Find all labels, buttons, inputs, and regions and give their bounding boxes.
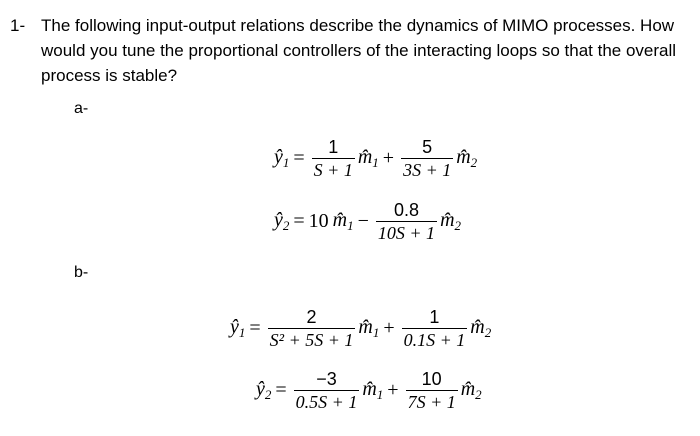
input-m2: $m̂_2$ xyxy=(470,316,492,341)
equation-a1 xyxy=(274,136,477,181)
fraction-1: $\frac{1}{S + 1}$ xyxy=(313,137,353,181)
input-m1: $m̂_1$ xyxy=(357,146,379,171)
operator: + xyxy=(383,317,395,340)
lhs-var: $ŷ_2$ xyxy=(274,209,290,234)
part-b-label: b- xyxy=(74,264,89,281)
operator: − xyxy=(357,210,369,233)
input-m2: $m̂_2$ xyxy=(440,209,462,234)
equals-sign: = xyxy=(293,210,305,233)
fraction-1: $\frac{-3}{0.5S + 1}$ xyxy=(295,369,358,413)
fraction-2: $\frac{5}{3S + 1}$ xyxy=(403,137,452,181)
equals-sign: = xyxy=(275,379,287,402)
operator: + xyxy=(382,147,395,170)
input-m2: $m̂_2$ xyxy=(456,146,478,171)
fraction-2: $\frac{0.8}{10S + 1}$ xyxy=(377,200,436,244)
coefficient: 10 xyxy=(308,210,329,233)
equals-sign: = xyxy=(293,147,305,170)
input-m1: $m̂_1$ xyxy=(362,378,384,403)
fraction-2: $\frac{1}{0.1S + 1}$ xyxy=(403,307,466,351)
input-m1: $m̂_1$ xyxy=(358,316,380,341)
input-m2: $m̂_2$ xyxy=(460,378,482,403)
equation-a2 xyxy=(274,199,461,244)
equation-b2 xyxy=(256,368,482,413)
input-m1: $m̂_1$ xyxy=(332,209,354,234)
fraction-1: $\frac{2}{\text{S² + 5S + 1}}$ xyxy=(269,307,354,351)
lhs-var: $ŷ_1$ xyxy=(230,316,246,341)
question-text: The following input-output relations describe the dynamics of MIMO processes. How would you tune the proportional controllers of the interacting loops so that the overall process is stable? xyxy=(41,16,677,85)
part-a-label: a- xyxy=(74,100,89,117)
equation-b1 xyxy=(230,306,491,351)
lhs-var: $ŷ_1$ xyxy=(274,146,290,171)
fraction-2: $\frac{10}{7S + 1}$ xyxy=(407,369,456,413)
equals-sign: = xyxy=(249,317,261,340)
lhs-var: $ŷ_2$ xyxy=(256,378,272,403)
operator: + xyxy=(387,379,399,402)
question-number: 1- xyxy=(10,16,26,35)
